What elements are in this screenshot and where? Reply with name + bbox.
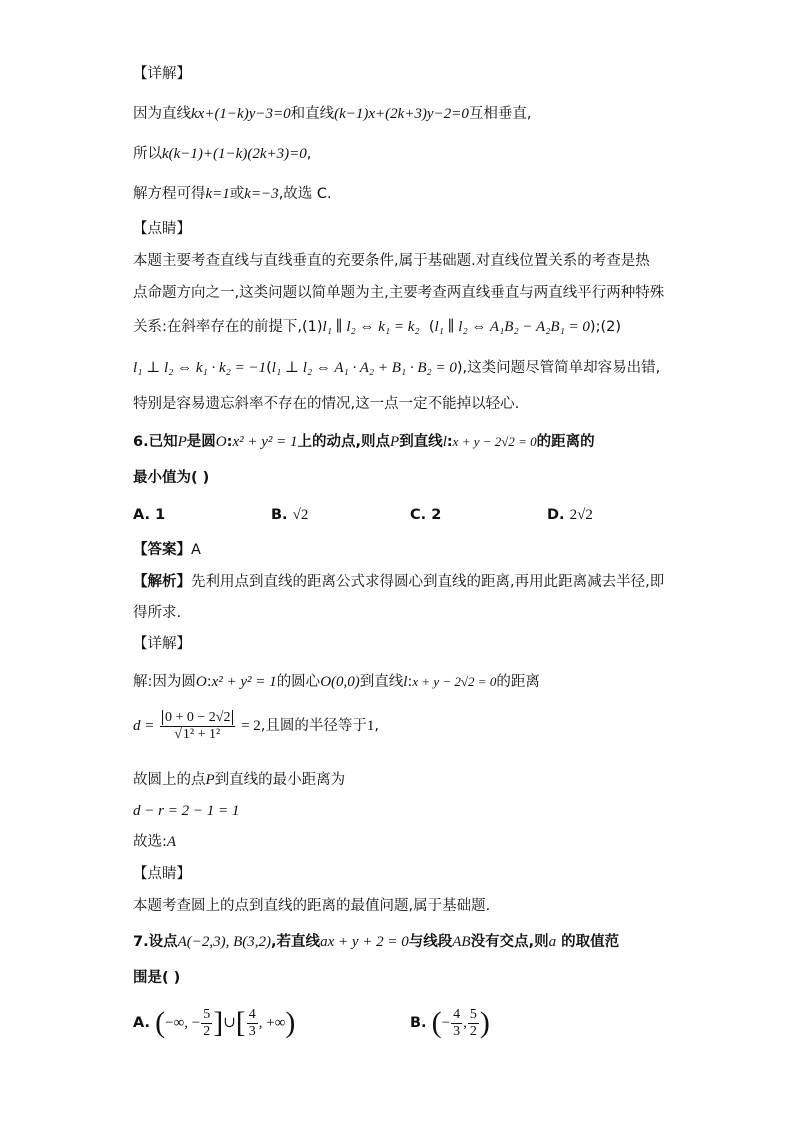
q6-comment-line-1: 本题考查圆上的点到直线的距离的最值问题,属于基础题. (133, 898, 491, 914)
math-equation: k=−3 (244, 186, 279, 202)
math-equation: l₁ ∥ l₂ ⇔ k₁ = k₂ (322, 319, 420, 335)
fraction (468, 1007, 479, 1040)
fraction-denominator: 3 (453, 1023, 461, 1039)
interval-comma: , (463, 1015, 467, 1031)
text: 故选: (133, 834, 167, 850)
section-header-detail-q6: 【详解】 (133, 636, 191, 652)
fraction-numerator: 5 (203, 1006, 211, 1022)
text: 和直线 (290, 106, 335, 122)
math-equation: k(k−1)+(1−k)(2k+3)=0 (162, 146, 307, 162)
fraction-numerator (160, 710, 235, 727)
math-equation: l₁ ∥ l₂ ⇔ A₁B₂ − A₂B₁ = 0 (434, 319, 590, 335)
detail-line-3 (133, 184, 332, 204)
distance-fraction (160, 710, 235, 743)
text: 的圆心 (276, 674, 321, 690)
math-var: O (195, 674, 207, 690)
bracket-left: [ (235, 1006, 246, 1039)
text: 6.已知 (133, 434, 178, 450)
union-symbol: ∪ (223, 1015, 236, 1031)
text: 与线段 (408, 934, 453, 950)
text: 或 (229, 186, 245, 202)
option-value: 2√2 (569, 507, 593, 523)
question-7-stem-line-1 (133, 932, 619, 952)
analysis-line-1 (133, 572, 664, 592)
option-b (410, 1005, 490, 1041)
fraction (247, 1007, 258, 1040)
text: );(2) (589, 319, 621, 335)
paren-right: ) (479, 1006, 490, 1039)
q6-distance-formula (133, 708, 379, 744)
comment-line-5: 特别是容易遗忘斜率不存在的情况,这一点一定不能掉以轻心. (133, 396, 520, 412)
text: 的距离的 (536, 434, 595, 450)
math-equation: l₁ ⊥ l₂ ⇔ k₁ · k₂ = −1 (133, 360, 267, 376)
math-equation: k=1 (205, 186, 230, 202)
option-label: A. (133, 507, 150, 523)
math-var: P (177, 434, 187, 450)
text: 解方程可得 (133, 186, 206, 202)
option-label: D. (547, 507, 565, 523)
fraction (201, 1007, 212, 1040)
math-var: l (403, 674, 408, 690)
text: 的距离 (496, 674, 540, 690)
math-lhs: d = (133, 718, 155, 734)
text: : (206, 674, 212, 690)
fraction-denominator: 2 (203, 1023, 211, 1039)
bracket-right: ] (213, 1006, 224, 1039)
text: 是圆 (186, 434, 216, 450)
comment-line-3 (133, 317, 621, 337)
math-var: O (215, 434, 227, 450)
text: 的取值范 (561, 934, 620, 950)
math-equation: x² + y² = 1 (232, 434, 298, 450)
option-b (271, 505, 308, 525)
text: ,故选 C. (278, 186, 332, 202)
math-var: l (442, 434, 447, 450)
interval-part: , +∞ (258, 1015, 286, 1031)
paren-left: ( (431, 1006, 442, 1039)
q6-detail-line-5 (133, 832, 176, 852)
math-number: 1 (366, 718, 375, 734)
sqrt-expression: 1² + 1² (182, 726, 221, 742)
fraction-denominator: 2 (469, 1023, 477, 1039)
q6-detail-line-3 (133, 770, 345, 790)
q6-detail-line-1 (133, 672, 540, 692)
fraction-denominator: 3 (248, 1023, 256, 1039)
text: 解:因为圆 (133, 674, 196, 690)
fraction-denominator: √1² + 1² (174, 726, 221, 742)
text: : (446, 434, 453, 450)
math-equation: x + y − 2√2 = 0 (412, 674, 497, 689)
detail-line-1 (133, 104, 531, 124)
answer-label: 【答案】 (133, 542, 191, 558)
math-equation: (k−1)x+(2k+3)y−2=0 (334, 106, 469, 122)
math-var: P (390, 434, 400, 450)
fraction-numerator: 4 (453, 1006, 461, 1022)
option-label: B. (410, 1015, 427, 1031)
answer-line (133, 540, 201, 560)
paren-left: ( (155, 1006, 166, 1039)
section-header-comment-q6: 【点睛】 (133, 866, 191, 882)
text: , (374, 718, 380, 734)
text: 上的动点,则点 (297, 434, 391, 450)
fraction (451, 1007, 462, 1040)
text: 故圆上的点 (133, 772, 206, 788)
math-segment: AB (452, 934, 471, 950)
question-6-stem-line-1 (133, 432, 595, 452)
option-a (133, 1005, 295, 1041)
paren-right: ) (285, 1006, 296, 1039)
comment-line-4 (133, 358, 660, 378)
section-header-detail: 【详解】 (133, 66, 191, 82)
option-label: C. (410, 507, 427, 523)
option-c (410, 505, 441, 525)
fraction-numerator: 5 (469, 1006, 477, 1022)
option-label: B. (271, 507, 288, 523)
abs-expression: 0 + 0 − 2√2 (162, 710, 233, 725)
text: ( (266, 360, 272, 376)
text: : (407, 674, 413, 690)
interval-part: −∞, − (165, 1015, 201, 1031)
text: 到直线 (399, 434, 443, 450)
option-value: √2 (292, 507, 309, 523)
option-value: 1 (155, 507, 166, 523)
answer-value: A (191, 542, 201, 558)
text: 7.设点 (133, 934, 178, 950)
math-rhs: = 2 (241, 718, 261, 734)
question-6-stem-line-2: 最小值为( ) (133, 470, 210, 486)
detail-line-2 (133, 144, 311, 164)
analysis-label: 【解析】 (133, 574, 191, 590)
option-a (133, 505, 165, 525)
option-d (547, 505, 593, 525)
text: 到直线 (359, 674, 404, 690)
math-var: a (548, 934, 557, 950)
math-var: A (166, 834, 177, 850)
question-7-options (133, 1005, 693, 1041)
math-equation: d − r = 2 − 1 = 1 (133, 803, 240, 819)
math-point: O(0,0) (320, 674, 360, 690)
text: 没有交点,则 (470, 934, 549, 950)
option-label: A. (133, 1015, 150, 1031)
math-equation: l₁ ⊥ l₂ ⇔ A₁ · A₂ + B₁ · B₂ = 0 (271, 360, 457, 376)
text: 因为直线 (133, 106, 191, 122)
text: 到直线的最小距离为 (214, 772, 346, 788)
math-equation: x² + y² = 1 (211, 674, 277, 690)
comment-line-1: 本题主要考查直线与直线垂直的充要条件,属于基础题.对直线位置关系的考查是热 (133, 253, 650, 269)
math-var: P (205, 772, 215, 788)
text: , (306, 146, 312, 162)
interval-part: − (441, 1015, 451, 1031)
text: ( (428, 319, 435, 335)
text: ),这类问题尽管简单却容易出错, (456, 360, 661, 376)
text: 先利用点到直线的距离公式求得圆心到直线的距离,再用此距离减去半径,即 (191, 574, 665, 590)
text: 关系:在斜率存在的前提下,(1) (133, 319, 323, 335)
text: 所以 (133, 146, 162, 162)
text: ,且圆的半径等于 (260, 718, 367, 734)
section-header-comment: 【点睛】 (133, 221, 191, 237)
text: : (226, 434, 233, 450)
comment-line-2: 点命题方向之一,这类问题以简单题为主,主要考查两直线垂直与两直线平行两种特殊 (133, 285, 665, 301)
q6-detail-line-4 (133, 801, 239, 821)
math-equation: kx+(1−k)y−3=0 (191, 106, 291, 122)
text: ,若直线 (271, 934, 321, 950)
option-value: 2 (431, 507, 442, 523)
analysis-line-2: 得所求. (133, 605, 182, 621)
math-points: A(−2,3), B(3,2) (177, 934, 272, 950)
question-7-stem-line-2: 围是( ) (133, 970, 181, 986)
text: 互相垂直, (468, 106, 532, 122)
math-equation: ax + y + 2 = 0 (320, 934, 409, 950)
fraction-numerator: 4 (248, 1006, 256, 1022)
math-equation: x + y − 2√2 = 0 (452, 434, 537, 449)
